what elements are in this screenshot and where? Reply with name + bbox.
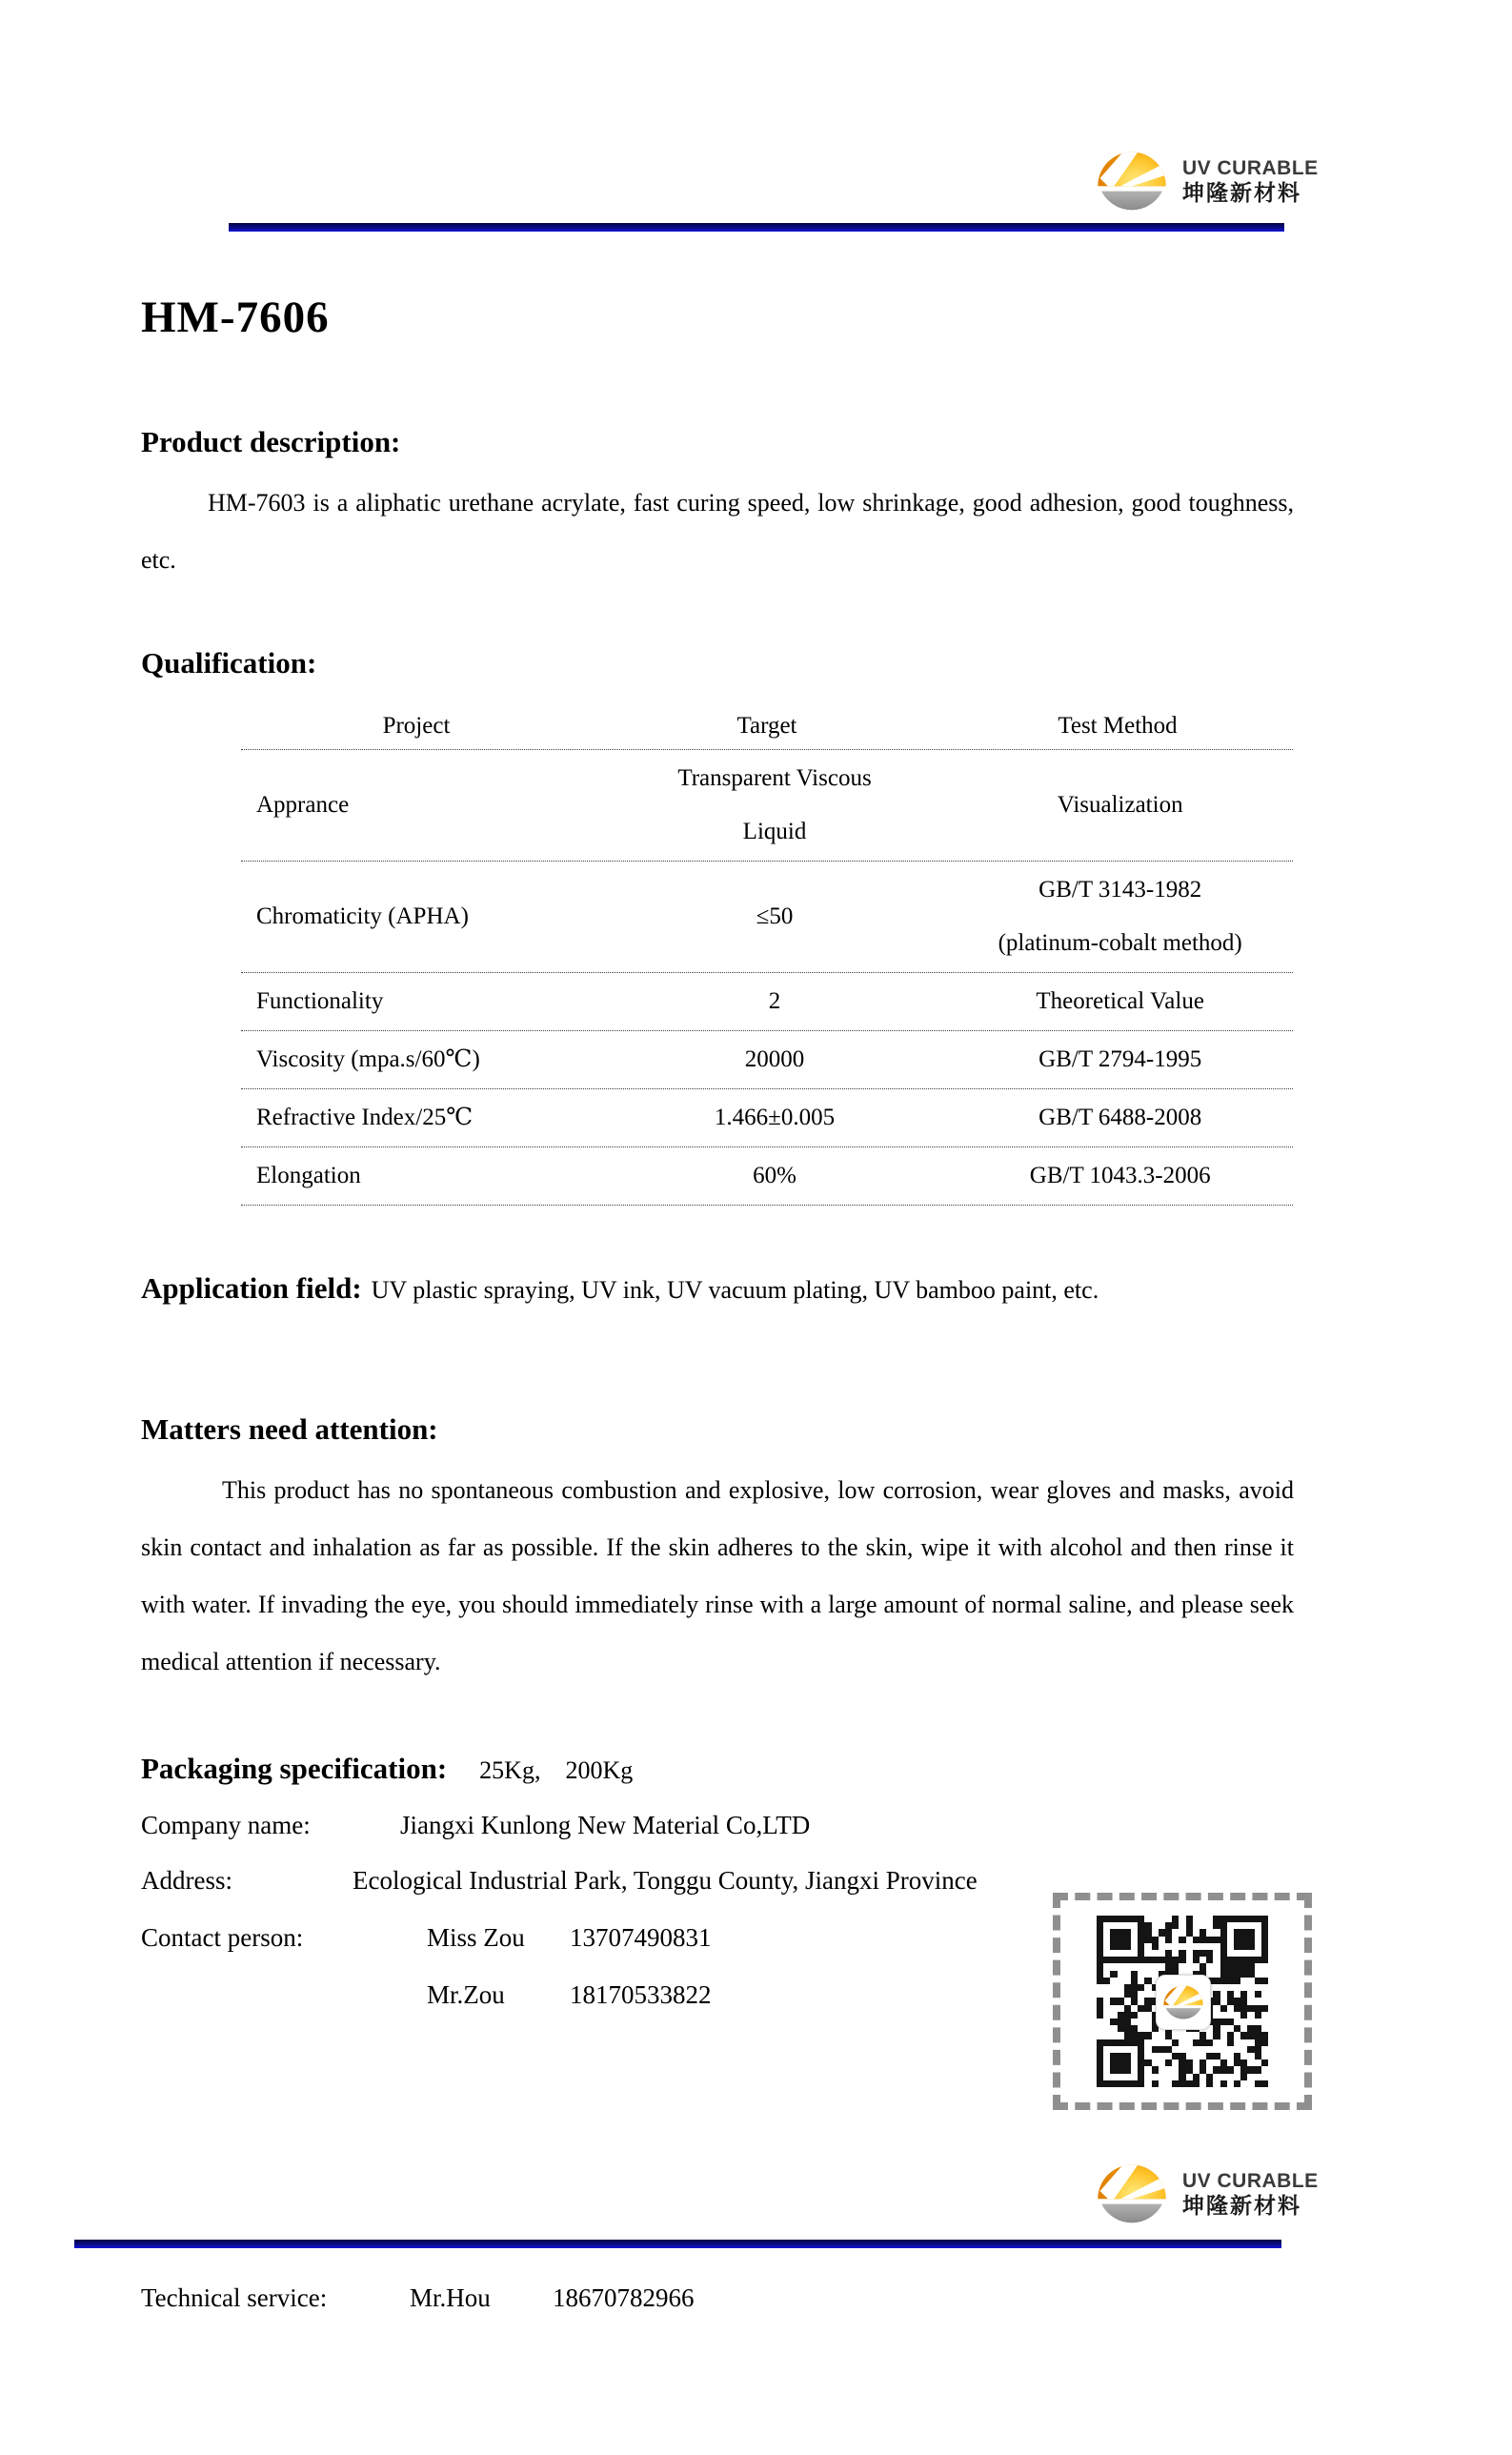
brand-name-en: UV CURABLE [1182, 2169, 1319, 2192]
qr-code [1097, 1916, 1268, 2087]
kunlong-circle-logo-icon [1096, 2158, 1168, 2230]
company-name-row [141, 1811, 810, 1840]
contact-person-row [141, 1980, 712, 2010]
table-row [241, 862, 1293, 973]
contact-person-name: Mr.Zou [427, 1980, 505, 2009]
table-row [241, 1147, 1293, 1206]
table-header-row [241, 703, 1293, 750]
contact-person-phone: 13707490831 [570, 1923, 712, 1952]
footer-divider-rule [74, 2240, 1281, 2248]
uv-curable-logo-footer [1096, 2158, 1319, 2230]
cell-project: Functionality [256, 988, 384, 1014]
cell-target: 1.466±0.005 [714, 1105, 836, 1130]
cell-target: 2 [768, 988, 781, 1014]
cell-project: Elongation [256, 1163, 361, 1188]
cell-method: Theoretical Value [1036, 988, 1204, 1014]
cell-project: Apprance [256, 792, 350, 818]
product-description-heading: Product description: [141, 425, 401, 458]
address-label: Address: [141, 1866, 232, 1895]
cell-method: GB/T 6488-2008 [1038, 1105, 1202, 1130]
column-header: Target [736, 713, 797, 739]
technical-service-name: Mr.Hou [410, 2283, 491, 2312]
uv-curable-logo-header [1096, 145, 1319, 217]
qualification-table [241, 703, 1293, 1206]
cell-method: GB/T 1043.3-2006 [1029, 1163, 1211, 1188]
matters-body: This product has no spontaneous combustion and explosive, low corrosion, wear gloves and masks, avoid skin contact and inhalation as far as possible. If the skin adheres to the skin, wipe it with alcohol and then rinse it with water. If invading the eye, you should immediately rinse with a large amount of normal saline, and please seek medical attention if necessary. [141, 1476, 1294, 1675]
packaging-specification [141, 1752, 1294, 1786]
cell-method: GB/T 3143-1982 (platinum-cobalt method) [998, 877, 1242, 956]
cell-target: 60% [753, 1163, 796, 1188]
technical-service-label: Technical service: [141, 2283, 328, 2312]
brand-name-cn: 坤隆新材料 [1182, 2192, 1301, 2218]
qr-center-logo [1156, 1975, 1211, 2030]
qr-code-frame [1053, 1893, 1312, 2110]
brand-name-en: UV CURABLE [1182, 156, 1319, 179]
company-name-value: Jiangxi Kunlong New Material Co,LTD [400, 1811, 811, 1839]
brand-name-cn: 坤隆新材料 [1182, 179, 1301, 205]
cell-project: Chromaticity (APHA) [256, 903, 469, 929]
header-divider-rule [229, 223, 1284, 232]
column-header: Test Method [1058, 713, 1178, 739]
cell-project: Refractive Index/25℃ [256, 1105, 474, 1130]
brand-text [1182, 157, 1319, 206]
application-field-body: UV plastic spraying, UV ink, UV vacuum plating, UV bamboo paint, etc. [371, 1276, 1099, 1304]
matters-heading: Matters need attention: [141, 1412, 438, 1446]
product-description-body: HM-7603 is a aliphatic urethane acrylate, fast curing speed, low shrinkage, good adhesion, good toughness, etc. [141, 489, 1294, 574]
contact-person-phone: 18170533822 [570, 1980, 712, 2009]
address-row [141, 1866, 978, 1896]
technical-service-row [141, 2283, 695, 2313]
table-row [241, 1031, 1293, 1089]
cell-target: 20000 [744, 1046, 805, 1072]
packaging-heading: Packaging specification: [141, 1752, 448, 1785]
page-title: HM-7606 [141, 293, 330, 342]
cell-target: ≤50 [756, 903, 794, 929]
column-header: Project [382, 713, 451, 739]
table-row [241, 1089, 1293, 1147]
cell-method: GB/T 2794-1995 [1038, 1046, 1202, 1072]
address-value: Ecological Industrial Park, Tonggu County, Jiangxi Province [353, 1866, 978, 1895]
kunlong-circle-logo-icon [1162, 1981, 1204, 2023]
packaging-value: 25Kg, 200Kg [479, 1756, 634, 1784]
table-row [241, 750, 1293, 862]
qualification-heading: Qualification: [141, 646, 317, 680]
technical-service-phone: 18670782966 [553, 2283, 695, 2312]
cell-target: Transparent Viscous Liquid [677, 765, 872, 844]
application-field-heading: Application field: [141, 1271, 362, 1305]
contact-person-label: Contact person: [141, 1923, 304, 1952]
application-field [141, 1260, 1294, 1319]
brand-text [1182, 2170, 1319, 2219]
kunlong-circle-logo-icon [1096, 145, 1168, 217]
company-name-label: Company name: [141, 1811, 311, 1839]
contact-person-name: Miss Zou [427, 1923, 525, 1952]
table-row [241, 973, 1293, 1031]
cell-method: Visualization [1057, 792, 1183, 818]
contact-person-row [141, 1923, 712, 1953]
cell-project: Viscosity (mpa.s/60℃) [256, 1046, 480, 1072]
